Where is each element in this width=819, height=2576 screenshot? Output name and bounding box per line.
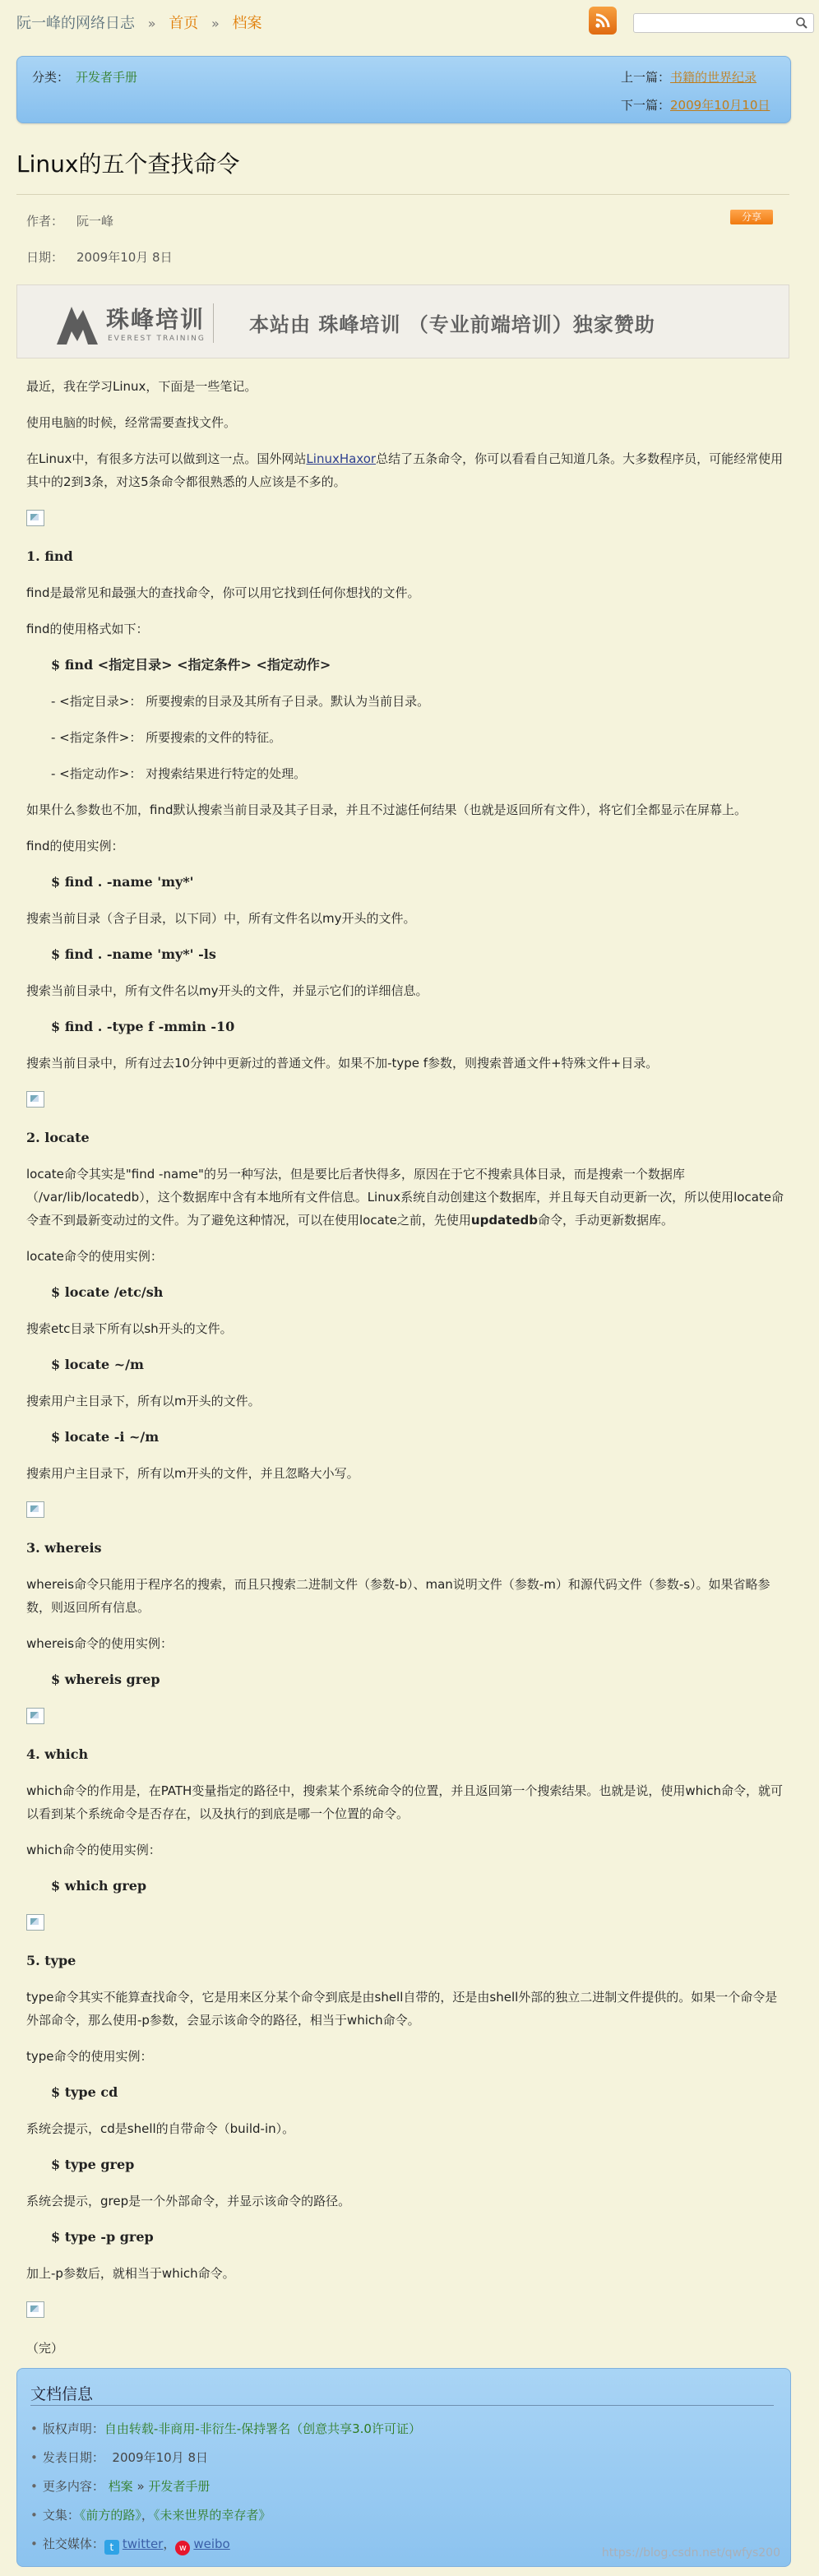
list-item [30, 2501, 421, 2530]
twitter-icon: t [104, 2540, 119, 2555]
paragraph: 搜索当前目录中，所有文件名以my开头的文件，并显示它们的详细信息。 [26, 983, 428, 998]
paragraph [26, 1163, 786, 1232]
list-item: - <指定条件>： 所要搜索的文件的特征。 [51, 730, 282, 745]
command-example: $ type grep [51, 2157, 135, 2172]
everest-logo-icon [55, 298, 99, 346]
paragraph: 系统会提示，cd是shell的自带命令（build-in）。 [26, 2121, 295, 2136]
search-icon[interactable] [795, 16, 808, 30]
article-end: （完） [26, 2341, 64, 2356]
document-info-list [30, 2415, 421, 2559]
command-example: $ find . -name 'my*' -ls [51, 946, 216, 962]
category-link[interactable]: 开发者手册 [148, 2479, 211, 2494]
social-label: 社交媒体： [42, 2537, 104, 2551]
section-heading-type: 5. type [26, 1953, 76, 1968]
bullet-icon: • [30, 2479, 38, 2494]
paragraph: find的使用实例： [26, 839, 124, 853]
article-title: Linux的五个查找命令 [16, 150, 240, 178]
twitter-link[interactable]: twitter [122, 2537, 164, 2551]
command-example: $ locate -i ~/m [51, 1429, 160, 1445]
command-example: $ find <指定目录> <指定条件> <指定动作> [51, 657, 331, 673]
date-label: 日期： [26, 250, 64, 265]
command-example: $ type cd [51, 2084, 118, 2100]
bullet-icon: • [30, 2450, 38, 2465]
rss-icon [594, 12, 612, 30]
next-post [621, 96, 770, 113]
rss-feed-button[interactable] [589, 7, 617, 35]
list-item [30, 2530, 421, 2559]
watermark-text: https://blog.csdn.net/qwfys200 [601, 2546, 780, 2560]
list-item [30, 2444, 421, 2472]
broken-image-icon [26, 1091, 44, 1108]
banner-brand-en: EVEREST TRAINING [108, 335, 206, 343]
paragraph: whereis命令只能用于程序名的搜索，而且只搜索二进制文件（参数-b）、man说明文件（参数-m）和源代码文件（参数-s）。如果省略参数，则返回所有信息。 [26, 1577, 770, 1615]
paragraph-text: 总结了五条命令，你可以看看自己知道几条。大多数程序员，可能经常使用其中的2到3条，对这5条命令都很熟悉的人应该是不多的。 [26, 451, 784, 489]
paragraph: 最近，我在学习Linux，下面是一些笔记。 [26, 379, 257, 394]
command-example: $ find . -name 'my*' [51, 874, 194, 890]
command-example: $ find . -type f -mmin -10 [51, 1019, 235, 1034]
broken-image-icon [26, 1501, 44, 1518]
paragraph: which命令的作用是，在PATH变量指定的路径中，搜索某个系统命令的位置，并且返回第一个搜索结果。也就是说，使用which命令，就可以看到某个系统命令是否存在，以及执行的到底是哪一个位置的命令。 [26, 1783, 784, 1821]
category-bar [16, 56, 791, 123]
banner-slogan: 本站由 珠峰培训 （专业前端培训）独家赞助 [249, 313, 655, 336]
breadcrumb [16, 12, 262, 33]
next-post-label: 下一篇： [621, 98, 671, 113]
more-content-label: 更多内容： [42, 2479, 104, 2494]
category-link[interactable]: 开发者手册 [76, 70, 138, 85]
share-button[interactable]: 分享 [730, 210, 773, 224]
linuxhaxor-link[interactable]: LinuxHaxor [306, 451, 377, 466]
list-item [30, 2415, 421, 2444]
list-item [30, 2472, 421, 2501]
paragraph: 如果什么参数也不加，find默认搜索当前目录及其子目录，并且不过滤任何结果（也就是返回所有文件），将它们全都显示在屏幕上。 [26, 802, 747, 817]
search-box [633, 13, 814, 33]
command-example: $ locate /etc/sh [51, 1284, 164, 1300]
paragraph: find是最常见和最强大的查找命令，你可以用它找到任何你想找的文件。 [26, 585, 420, 600]
paragraph-text: 在Linux中，有很多方法可以做到这一点。国外网站 [26, 451, 307, 466]
date-value: 2009年10月 8日 [76, 250, 173, 265]
publish-date-value: 2009年10月 8日 [112, 2450, 208, 2465]
site-title-link[interactable]: 阮一峰的网络日志 [16, 15, 135, 32]
paragraph: 加上-p参数后，就相当于which命令。 [26, 2266, 235, 2281]
command-example: $ whereis grep [51, 1672, 160, 1687]
section-heading-find: 1. find [26, 548, 73, 564]
broken-image-icon [26, 1708, 44, 1724]
category-info [32, 68, 137, 86]
paragraph: 使用电脑的时候，经常需要查找文件。 [26, 415, 237, 430]
bullet-icon: • [30, 2421, 38, 2436]
archive-link[interactable]: 档案 [108, 2479, 133, 2494]
paragraph: 搜索用户主目录下，所有以m开头的文件。 [26, 1394, 261, 1408]
breadcrumb-separator: » [211, 16, 220, 31]
section-heading-whereis: 3. whereis [26, 1540, 102, 1556]
article-body [26, 375, 786, 2373]
paragraph: which命令的使用实例： [26, 1843, 161, 1857]
broken-image-icon [26, 2301, 44, 2318]
command-example: $ locate ~/m [51, 1357, 144, 1372]
publish-date-label: 发表日期： [42, 2450, 104, 2465]
social-separator: ， [163, 2537, 176, 2551]
search-input[interactable] [634, 15, 792, 31]
paragraph: 搜索当前目录中，所有过去10分钟中更新过的普通文件。如果不加-type f参数，则搜索普通文件+特殊文件+目录。 [26, 1056, 659, 1071]
book-link-1[interactable]: 《前方的路》 [79, 2508, 141, 2523]
document-info-divider [30, 2405, 774, 2406]
next-post-link[interactable]: 2009年10月10日 [670, 98, 770, 113]
bullet-icon: • [30, 2508, 38, 2523]
nav-archive-link[interactable]: 档案 [232, 15, 262, 32]
document-info-title: 文档信息 [30, 2385, 94, 2403]
category-label: 分类： [32, 70, 70, 85]
prev-post [621, 68, 757, 86]
banner-brand: 珠峰培训 [106, 306, 206, 333]
book-separator: ， [141, 2508, 154, 2523]
paragraph: 搜索用户主目录下，所有以m开头的文件，并且忽略大小写。 [26, 1466, 359, 1481]
nav-home-link[interactable]: 首页 [169, 15, 199, 32]
sponsor-banner[interactable] [16, 284, 789, 358]
list-item: - <指定动作>： 对搜索结果进行特定的处理。 [51, 766, 307, 781]
books-label: 文集： [42, 2508, 80, 2523]
paragraph-text: 命令，手动更新数据库。 [538, 1213, 674, 1228]
author-label: 作者： [26, 214, 64, 229]
article-date [26, 248, 173, 266]
paragraph: type命令的使用实例： [26, 2049, 153, 2064]
prev-post-link[interactable]: 书籍的世界纪录 [670, 70, 757, 85]
section-heading-which: 4. which [26, 1746, 89, 1762]
more-content-separator: » [136, 2479, 145, 2494]
bullet-icon: • [30, 2537, 38, 2551]
section-heading-locate: 2. locate [26, 1130, 90, 1145]
weibo-link[interactable]: weibo [193, 2537, 230, 2551]
paragraph-text: locate命令其实是"find -name"的另一种写法，但是要比后者快得多，原因在于它不搜索具体目录，而是搜索一个数据库（/var/lib/locatedb），这个数据库中含有本地所有文件信息。Linux系统自动创建这个数据库，并且每天自动更新一次，所以使用locate命令查不到最新变动过的文件。为了避免这种情况，可以在使用locate之前，先使用 [26, 1167, 784, 1228]
prev-post-label: 上一篇： [621, 70, 671, 85]
author-name: 阮一峰 [76, 214, 114, 229]
command-example: $ type -p grep [51, 2229, 154, 2245]
command-example: $ which grep [51, 1878, 147, 1894]
paragraph: 系统会提示，grep是一个外部命令，并显示该命令的路径。 [26, 2194, 351, 2208]
title-divider [16, 194, 789, 195]
paragraph: find的使用格式如下： [26, 622, 149, 636]
updatedb-keyword: updatedb [470, 1213, 538, 1228]
license-label: 版权声明： [42, 2421, 104, 2436]
banner-divider [213, 303, 214, 343]
paragraph: whereis命令的使用实例： [26, 1636, 174, 1651]
book-link-2[interactable]: 《未来世界的幸存者》 [153, 2508, 271, 2523]
breadcrumb-separator: » [147, 16, 156, 31]
document-info-box [16, 2368, 791, 2567]
top-header [16, 0, 803, 43]
paragraph: locate命令的使用实例： [26, 1249, 163, 1264]
paragraph: 搜索etc目录下所有以sh开头的文件。 [26, 1321, 233, 1336]
broken-image-icon [26, 510, 44, 526]
paragraph: type命令其实不能算查找命令，它是用来区分某个命令到底是由shell自带的，还是由shell外部的独立二进制文件提供的。如果一个命令是外部命令，那么使用-p参数，会显示该命令的路径，相当于which命令。 [26, 1990, 778, 2028]
article-author [26, 212, 113, 229]
paragraph [26, 447, 786, 493]
weibo-icon: w [175, 2541, 190, 2555]
list-item: - <指定目录>： 所要搜索的目录及其所有子目录。默认为当前目录。 [51, 694, 430, 709]
paragraph: 搜索当前目录（含子目录，以下同）中，所有文件名以my开头的文件。 [26, 911, 416, 926]
license-link[interactable]: 自由转载-非商用-非衍生-保持署名（创意共享3.0许可证） [104, 2421, 421, 2436]
broken-image-icon [26, 1914, 44, 1931]
